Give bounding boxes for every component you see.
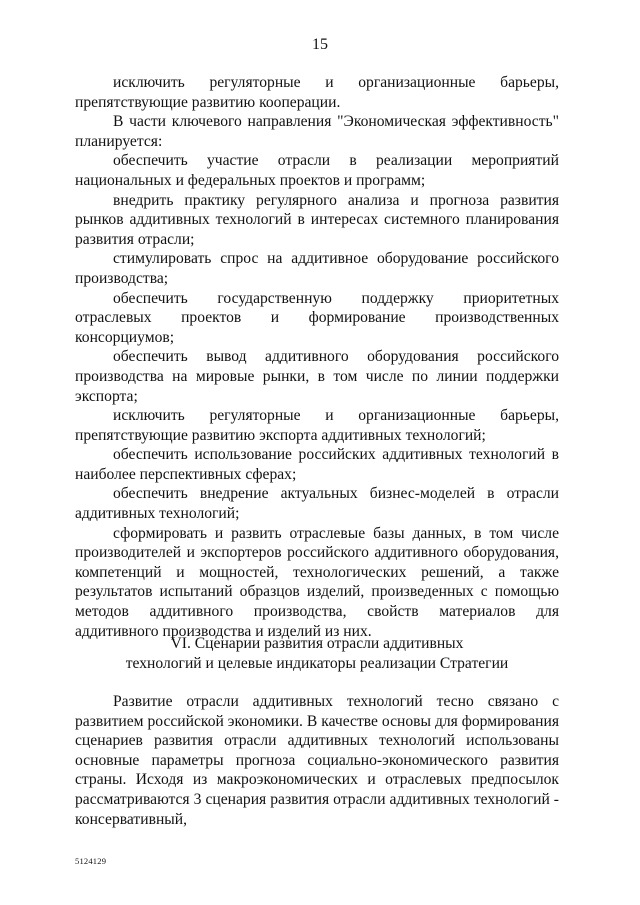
section-heading-line: VI. Сценарии развития отрасли аддитивных: [170, 635, 464, 652]
paragraph: обеспечить использование российских аддитивных технологий в наиболее перспективных сферах;: [75, 446, 559, 483]
paragraph: обеспечить участие отрасли в реализации мероприятий национальных и федеральных проектов и программ;: [75, 152, 559, 189]
paragraph: обеспечить государственную поддержку приоритетных отраслевых проектов и формирование производственных консорциумов;: [75, 289, 559, 346]
paragraph: внедрить практику регулярного анализа и прогноза развития рынков аддитивных технологий в интересах системного планирования развития отрасли;: [75, 191, 559, 248]
paragraph: В части ключевого направления "Экономическая эффективность" планируется:: [75, 113, 559, 150]
paragraph: обеспечить внедрение актуальных бизнес-моделей в отрасли аддитивных технологий;: [75, 485, 559, 523]
page-number: 15: [312, 36, 328, 53]
paragraph: исключить регуляторные и организационные барьеры, препятствующие развитию экспорта аддитивных технологий;: [75, 407, 559, 444]
section-heading: [75, 634, 559, 673]
paragraph: исключить регуляторные и организационные барьеры, препятствующие развитию кооперации.: [75, 74, 559, 111]
document-code: 5124129: [75, 856, 107, 866]
section-heading-line: технологий и целевые индикаторы реализации Стратегии: [125, 654, 509, 672]
closing-text: [75, 692, 559, 829]
paragraph: обеспечить вывод аддитивного оборудования российского производства на мировые рынки, в том числе по линии поддержки экспорта;: [75, 348, 559, 405]
paragraph: стимулировать спрос на аддитивное оборудование российского производства;: [75, 250, 559, 287]
paragraph: сформировать и развить отраслевые базы данных, в том числе производителей и экспортеров российского аддитивного оборудования, компетенций и мощностей, технологических решений, а также результатов испытаний образцов изделий, произведенных с помощью методов аддитивного производства, свойств материалов для аддитивного производства и изделий из них.: [75, 524, 559, 640]
body-text: [75, 73, 559, 641]
paragraph: Развитие отрасли аддитивных технологий тесно связано с развитием российской экономики. В качестве основы для формирования сценариев развития отрасли аддитивных технологий использованы основные параметры прогноза социально-экономического развития страны. Исходя из макроэкономических и отраслевых предпосылок рассматриваются 3 сценария развития отрасли аддитивных технологий - консервативный,: [75, 693, 559, 828]
